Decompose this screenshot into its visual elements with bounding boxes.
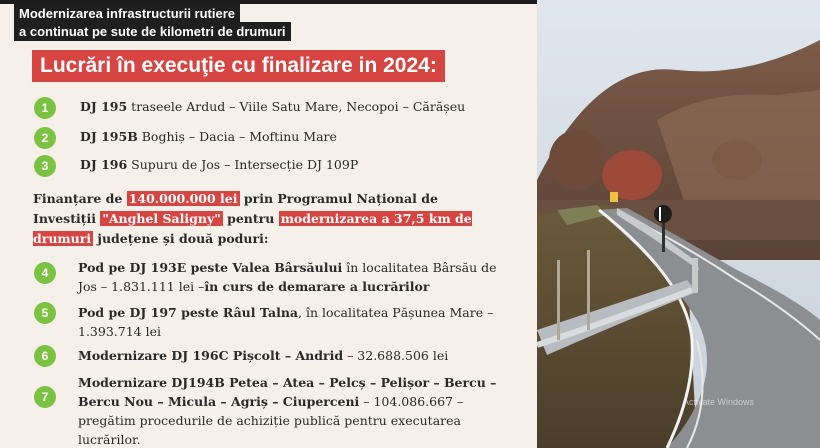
project-status-4: în curs de demarare a lucrărilor [204,279,430,294]
number-badge-2: 2 [34,127,56,149]
project-title-4: Pod pe DJ 193E peste Valea Bârsăului [78,260,343,275]
financing-amount: 140.000.000 lei [128,191,238,206]
work-road-1: DJ 195 [80,99,128,114]
project-details-7: – 104.086.667 – pregătim procedurile de achiziție publică pentru executarea lucrărilor. [78,394,464,447]
project-details-5: , în localitatea Pășunea Mare – 1.393.714 lei [78,305,494,339]
project-title-6: Modernizare DJ 196C Pișcolt – Andrid [78,348,344,363]
section-title: Lucrări în execuţie cu finalizare in 2024: [32,50,445,82]
header-line-1: Modernizarea infrastructurii rutiere [14,4,240,23]
financing-text-3: pentru [222,211,279,226]
work-road-2: DJ 195B [80,129,138,144]
work-text-2: Boghiș – Dacia – Moftinu Mare [137,129,337,144]
road-landscape-illustration [537,0,820,448]
number-badge-1: 1 [34,97,56,119]
work-item-1 [80,97,465,116]
activate-windows-watermark: Activate Windows [683,397,755,407]
financing-text-1: Finanțare de [33,191,127,206]
financing-text-2: prin Programul Național de Investiții [33,191,438,226]
number-badge-4: 4 [34,262,56,284]
financing-purpose: modernizarea a 37,5 km de drumuri [33,211,472,246]
financing-paragraph [33,189,503,249]
header-line-2: a continuat pe sute de kilometri de drumuri [14,22,291,41]
road-photo [537,0,820,448]
number-badge-7: 7 [34,386,56,408]
work-text-1: traseele Ardud – Viile Satu Mare, Necopoi – Cărășeu [127,99,466,114]
project-item-6 [78,346,518,365]
project-details-4: în localitatea Bârsău de Jos – 1.831.111 lei – [78,260,497,294]
number-badge-6: 6 [34,345,56,367]
project-title-7: Modernizare DJ194B Petea – Atea – Pelcș – Pelișor – Bercu – Bercu Nou – Micula – Agriș – Ciuperceni [78,375,497,409]
work-text-3: Supuru de Jos – Intersecție DJ 109P [127,157,359,172]
work-road-3: DJ 196 [80,157,128,172]
work-item-3 [80,155,358,174]
financing-program: "Anghel Saligny" [102,211,221,226]
project-title-5: Pod pe DJ 197 peste Râul Talna [78,305,299,320]
project-item-5 [78,303,518,341]
number-badge-3: 3 [34,155,56,177]
financing-text-4: județene și două poduri: [93,231,269,246]
number-badge-5: 5 [34,302,56,324]
project-details-6: – 32.688.506 lei [343,348,449,363]
project-item-7 [78,373,518,448]
work-item-2 [80,127,337,146]
project-item-4 [78,258,518,296]
